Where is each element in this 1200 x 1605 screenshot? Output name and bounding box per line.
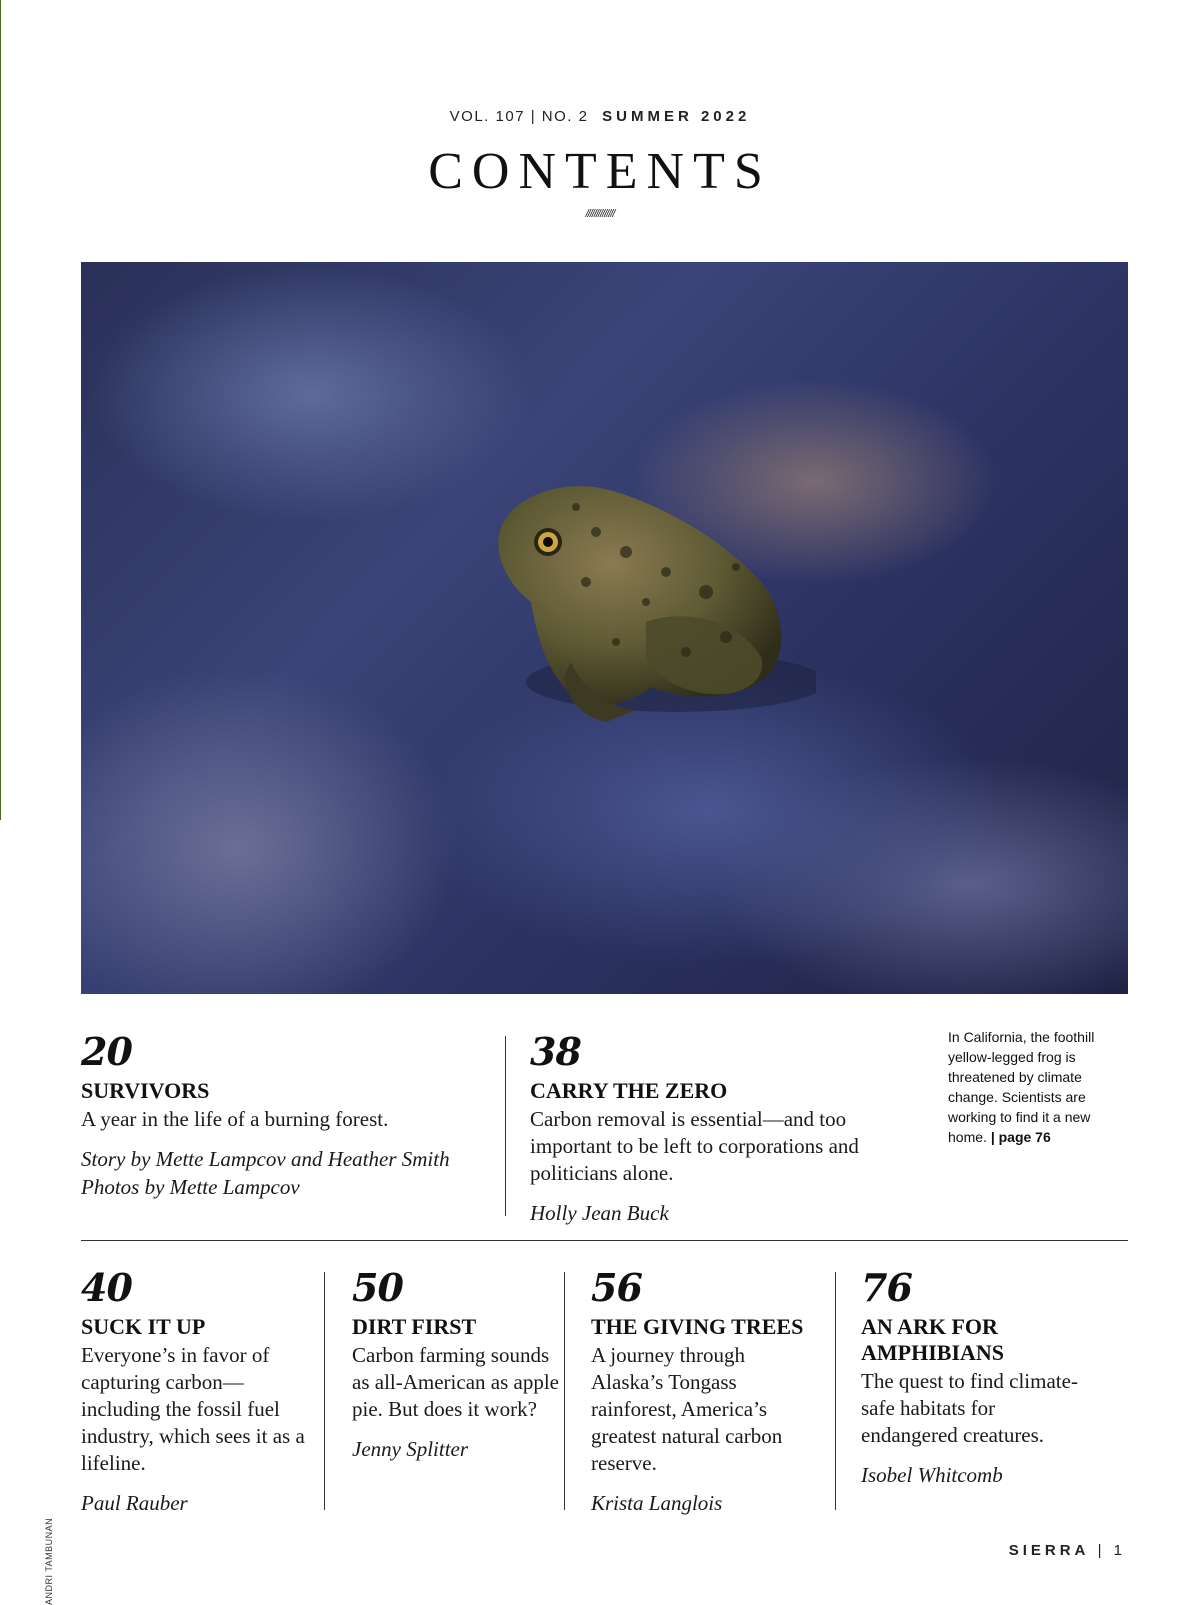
byline-story: Story by Mette Lampcov and Heather Smith [81, 1147, 450, 1171]
story-76[interactable] [861, 1265, 1091, 1489]
story-title: DIRT FIRST [352, 1314, 477, 1339]
story-title: CARRY THE ZERO [530, 1078, 728, 1103]
frog-illustration [476, 472, 816, 742]
story-50[interactable] [352, 1265, 562, 1463]
story-title: THE GIVING TREES [591, 1314, 804, 1339]
story-38[interactable] [530, 1029, 895, 1227]
photo-credit: ANDRI TAMBUNAN [44, 1517, 54, 1605]
page-folio [1009, 1542, 1126, 1559]
volume-number: VOL. 107 | NO. 2 [449, 108, 589, 125]
title-ornament: ////////////// [585, 208, 615, 220]
story-dek: Carbon farming sounds as all-American as apple pie. But does it work? [352, 1343, 559, 1421]
caption-text: In California, the foothill yellow-legged frog is threatened by climate change. Scientists are working to find it a new home. [948, 1029, 1095, 1145]
story-dek: A year in the life of a burning forest. [81, 1107, 389, 1131]
column-divider [564, 1272, 565, 1510]
issue-date: SUMMER 2022 [602, 108, 751, 125]
magazine-name: SIERRA [1008, 1542, 1090, 1559]
byline-photos: Photos by Mette Lampcov [81, 1175, 300, 1199]
story-title: SURVIVORS [81, 1078, 210, 1103]
folio-separator: | [1097, 1542, 1106, 1559]
page-number: 38 [530, 1029, 581, 1074]
page-number: 50 [352, 1265, 403, 1310]
story-byline: Krista Langlois [591, 1491, 723, 1515]
story-dek: Everyone’s in favor of capturing carbon—including the fossil fuel industry, which sees it as a lifeline. [81, 1343, 305, 1475]
story-title: AN ARK FOR AMPHIBIANS [861, 1314, 1005, 1365]
story-40[interactable] [81, 1265, 316, 1517]
story-byline: Isobel Whitcomb [861, 1463, 1003, 1487]
story-56[interactable] [591, 1265, 816, 1517]
story-byline: Holly Jean Buck [530, 1201, 669, 1225]
story-byline: Paul Rauber [81, 1491, 188, 1515]
page-title: CONTENTS [428, 143, 772, 200]
story-title: SUCK IT UP [81, 1314, 206, 1339]
page-number: 40 [81, 1265, 132, 1310]
section-divider [81, 1240, 1128, 1241]
masthead [0, 108, 1200, 125]
story-dek: The quest to find climate-safe habitats for endangered creatures. [861, 1369, 1078, 1447]
column-divider [835, 1272, 836, 1510]
frog-photo [81, 262, 1128, 994]
story-dek: A journey through Alaska’s Tongass rainforest, America’s greatest natural carbon reserve. [591, 1343, 783, 1475]
story-dek: Carbon removal is essential—and too important to be left to corporations and politicians alone. [530, 1107, 859, 1185]
story-byline: Jenny Splitter [352, 1437, 469, 1461]
page-number: 76 [861, 1265, 912, 1310]
column-divider [324, 1272, 325, 1510]
story-20[interactable] [81, 1029, 501, 1201]
photo-caption [948, 1027, 1128, 1147]
story-byline [81, 1145, 501, 1201]
page-number: 56 [591, 1265, 642, 1310]
page-number: 20 [81, 1029, 132, 1074]
folio-page-number: 1 [1113, 1542, 1126, 1559]
column-divider [505, 1036, 506, 1216]
caption-page-ref: | page 76 [990, 1129, 1051, 1145]
